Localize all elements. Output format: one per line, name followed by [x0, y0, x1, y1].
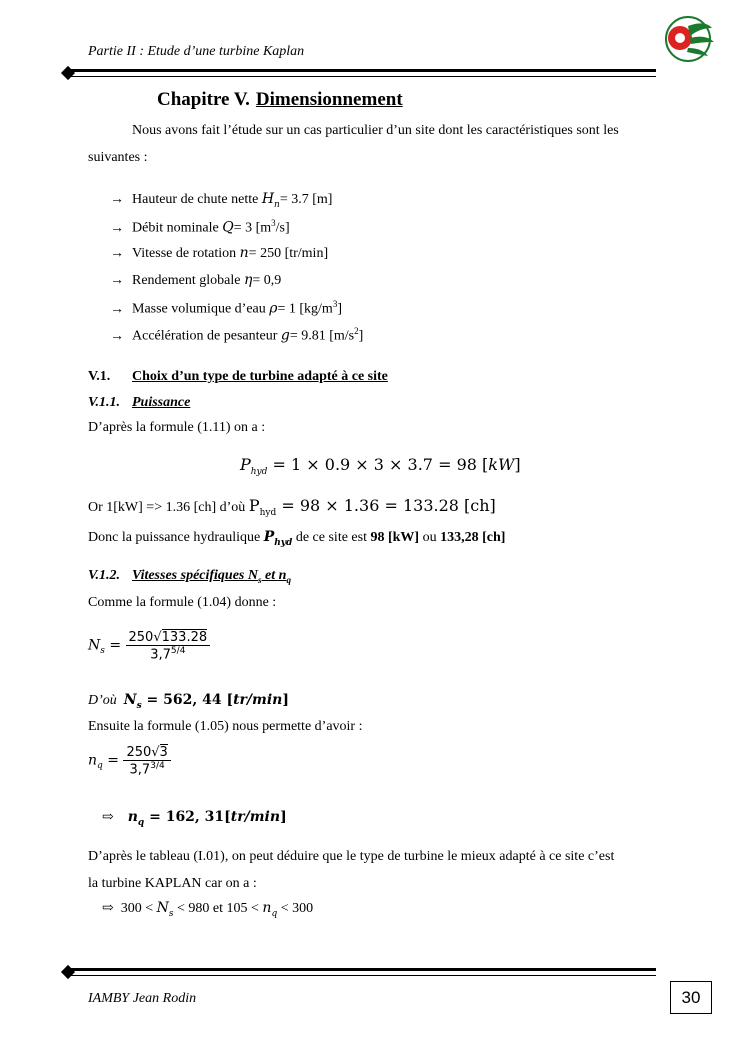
footer-author: IAMBY Jean Rodin — [88, 991, 197, 1006]
arrow-icon: → — [110, 246, 124, 261]
equation-nq: $n_q$ = $\frac{250√3}{3,7^{3/4}}$ — [88, 745, 171, 777]
arrow-icon: → — [110, 301, 124, 317]
formula-reference: Ensuite la formule (1.05) nous permette d’avoir : — [88, 719, 363, 734]
condition-line: ⇨ $300 < N_s < 980$ et $105 < n_q < 300$ — [102, 900, 314, 919]
list-item: → Rendement globale η= 0,9 — [110, 272, 282, 288]
arrow-icon: ⇨ — [102, 810, 114, 825]
chapter-label: Chapitre V. — [157, 89, 250, 110]
chapter-heading — [157, 89, 403, 111]
list-item: → Accélération de pesanteur g= 9.81 $[m/s^2]$ — [110, 326, 364, 344]
equation-ns: $N_s$ = $\frac{250√133.28}{3,7^{5/4}}$ — [88, 630, 210, 662]
intro-line-2: suivantes : — [88, 150, 148, 165]
result-nq: ⇨ $n_q = 162$, 31[tr/min] — [102, 809, 287, 828]
arrow-icon: → — [110, 273, 124, 288]
arrow-icon: → — [110, 328, 124, 344]
section-heading: V.1. Choix d’un type de turbine adapté à ce site — [88, 369, 388, 384]
list-item: → Hauteur de chute nette $H_n= 3.7$ [m] — [110, 191, 333, 210]
formula-reference: Comme la formule (1.04) donne : — [88, 595, 277, 610]
page-number: 30 — [670, 981, 712, 1014]
chapter-title: Dimensionnement — [255, 89, 403, 110]
result-ns: D’où $N_s = 562$, 44 [tr/min] — [88, 692, 289, 711]
university-logo — [660, 14, 720, 64]
conclusion-line-1: D’après le tableau (I.01), on peut déduire que le type de turbine le mieux adapté à ce site c’est — [88, 849, 615, 864]
subsection-heading: V.1.1. Puissance — [88, 395, 191, 410]
list-item: → Vitesse de rotation n= 250 [tr/min] — [110, 245, 329, 261]
arrow-icon: → — [110, 192, 124, 207]
arrow-icon: → — [110, 220, 124, 236]
power-summary: Donc la puissance hydraulique $P_{hyd}$ de ce site est 98 [kW] ou 133,28 [ch] — [88, 529, 506, 548]
subsection-heading: V.1.2. Vitesses spécifiques $N_s$ et $n_q$ — [88, 568, 291, 585]
conclusion-line-2: la turbine KAPLAN car on a : — [88, 876, 257, 891]
intro-line-1: Nous avons fait l’étude sur un cas particulier d’un site dont les caractéristiques sont les — [132, 123, 619, 138]
header-title: Partie II : Etude d’une turbine Kaplan — [88, 44, 305, 59]
conversion-line: Or 1[kW] => 1.36 [ch] d’où $P_{hyd} = 98 \times 1.36 = 133.28$ [ch] — [88, 496, 496, 518]
list-item: → Débit nominale Q= 3 $[m^3/s]$ — [110, 218, 290, 236]
equation-phyd: $P_{hyd} = 1 \times 0.9 \times 3 \times 3.7 = 98$ [kW] — [240, 455, 521, 478]
formula-reference: D’après la formule (1.11) on a : — [88, 420, 266, 435]
list-item: → Masse volumique d’eau ρ= 1 $[kg/m^3]$ — [110, 299, 342, 317]
arrow-icon: ⇨ — [102, 901, 114, 916]
